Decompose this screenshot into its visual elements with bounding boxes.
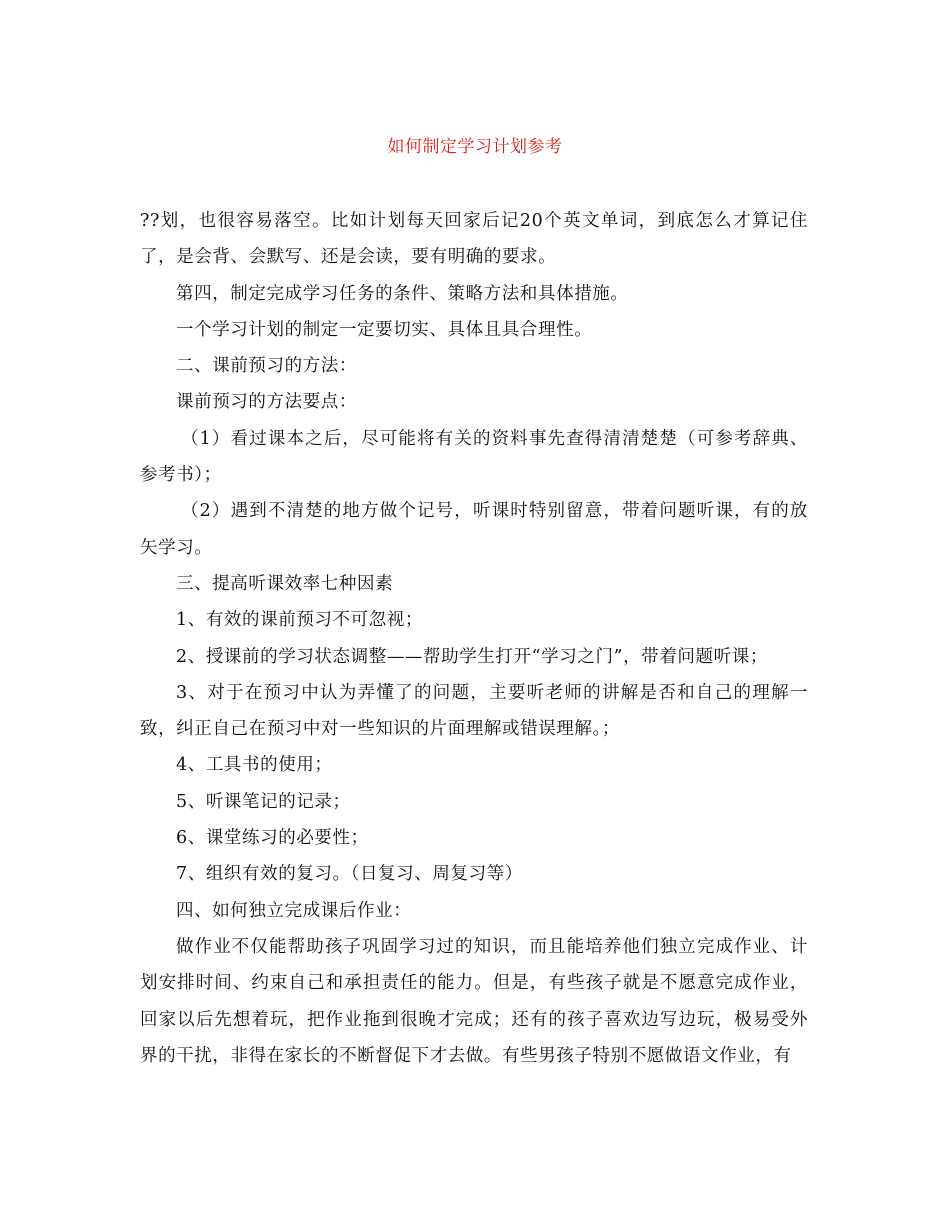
paragraph-1: ??划，也很容易落空。比如计划每天回家后记20个英文单词，到底怎么才算记住了，是会背、会默写、还是会读，要有明确的要求。 bbox=[140, 211, 808, 268]
section-heading-preview: 二、课前预习的方法： bbox=[176, 356, 357, 377]
section-heading-homework: 四、如何独立完成课后作业： bbox=[176, 900, 412, 921]
page-title: 如何制定学习计划参考 bbox=[387, 137, 563, 157]
list-item-5: 5、听课笔记的记录； bbox=[176, 791, 351, 812]
paragraph-6: （1）看过课本之后，尽可能将有关的资料事先查得清清楚楚（可参考辞典、参考书）； bbox=[140, 428, 808, 486]
list-item-1: 1、有效的课前预习不可忽视； bbox=[176, 610, 424, 631]
paragraph-3: 一个学习计划的制定一定要切实、具体且具合理性。 bbox=[176, 319, 593, 340]
paragraph-homework: 做作业不仅能帮助孩子巩固学习过的知识，而且能培养他们独立完成作业、计划安排时间、约束自己和承担责任的能力。但是，有些孩子就是不愿意完成作业，回家以后先想着玩，把作业拖到很晚才完成；还有的孩子喜欢边写边玩，极易受外界的干扰，非得在家长的不断督促下才去做。有些男孩子特别不愿做语文作业，有 bbox=[140, 936, 808, 1066]
paragraph-2: 第四，制定完成学习任务的条件、策略方法和具体措施。 bbox=[176, 283, 629, 304]
list-item-6: 6、课堂练习的必要性； bbox=[176, 828, 369, 849]
paragraph-5: 课前预习的方法要点： bbox=[176, 392, 357, 413]
list-item-7: 7、组织有效的复习。（日复习、周复习等） bbox=[176, 864, 523, 885]
list-item-4: 4、工具书的使用； bbox=[176, 755, 333, 776]
section-heading-listening: 三、提高听课效率七种因素 bbox=[176, 573, 394, 594]
list-item-2: 2、授课前的学习状态调整——帮助学生打开“学习之门”，带着问题听课； bbox=[176, 646, 768, 667]
list-item-3: 3、对于在预习中认为弄懂了的问题，主要听老师的讲解是否和自己的理解一致，纠正自己在预习中对一些知识的片面理解或错误理解。； bbox=[140, 682, 808, 740]
paragraph-7: （2）遇到不清楚的地方做个记号，听课时特别留意，带着问题听课，有的放矢学习。 bbox=[140, 501, 808, 558]
document-body bbox=[140, 203, 808, 1074]
